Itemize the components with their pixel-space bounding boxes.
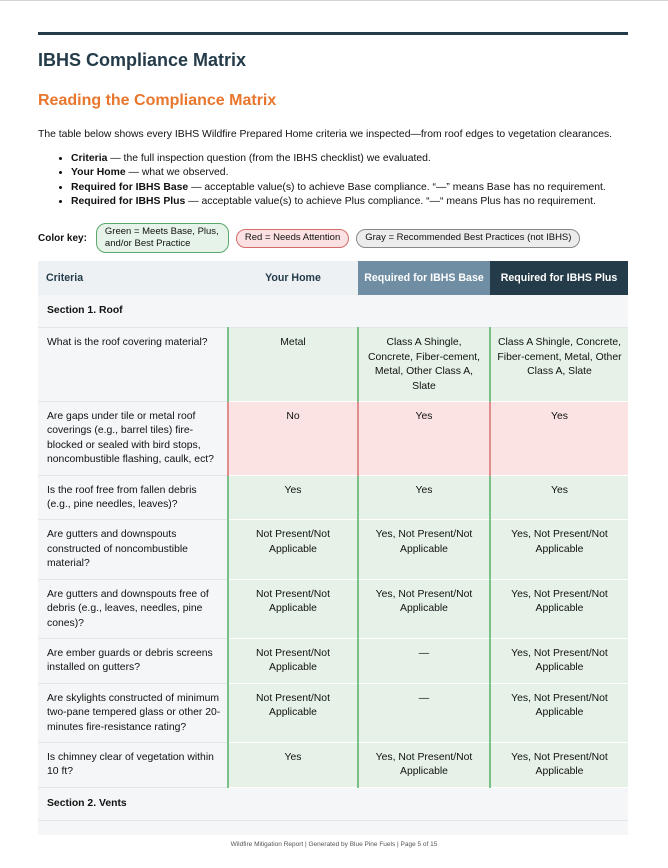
ibhs-plus-cell: Yes, Not Present/Not Applicable <box>490 638 628 683</box>
page-title: IBHS Compliance Matrix <box>38 50 247 70</box>
definition-item: • Criteria — the full inspection question (from the IBHS checklist) we evaluated. <box>71 152 606 166</box>
ibhs-plus-cell: Yes, Not Present/Not Applicable <box>490 520 628 579</box>
compliance-table <box>38 261 628 835</box>
table-row <box>38 683 628 742</box>
intro-text: The table below shows every IBHS Wildfire Prepared Home criteria we inspected—from roof edges to vegetation clearances. <box>38 129 613 140</box>
criteria-cell: Are ember guards or debris screens installed on gutters? <box>38 638 228 683</box>
section-title: Section 1. Roof <box>38 295 628 328</box>
color-key <box>38 223 587 253</box>
table-row <box>38 402 628 476</box>
ibhs-base-cell: Yes <box>358 402 490 476</box>
ibhs-base-cell: Yes, Not Present/Not Applicable <box>358 579 490 638</box>
your-home-cell: Yes <box>228 742 358 787</box>
table-row <box>38 328 628 402</box>
ibhs-base-cell: Yes, Not Present/Not Applicable <box>358 520 490 579</box>
table-row <box>38 579 628 638</box>
criteria-cell: Are gutters and downspouts free of debris (e.g., leaves, needles, pine cones)? <box>38 579 228 638</box>
ibhs-plus-cell: Yes, Not Present/Not Applicable <box>490 683 628 742</box>
ibhs-plus-cell: Yes, Not Present/Not Applicable <box>490 579 628 638</box>
section-subtitle: Reading the Compliance Matrix <box>38 92 277 109</box>
color-key-label: Color key: <box>38 232 87 244</box>
your-home-cell: Not Present/Not Applicable <box>228 520 358 579</box>
criteria-cell: Are gutters and downspouts constructed of noncombustible material? <box>38 520 228 579</box>
color-key-green-chip: Green = Meets Base, Plus, and/or Best Practice <box>96 223 229 253</box>
ibhs-base-cell: — <box>358 638 490 683</box>
your-home-cell: Not Present/Not Applicable <box>228 579 358 638</box>
page-top-border <box>0 0 668 1</box>
your-home-cell: Yes <box>228 475 358 520</box>
criteria-cell: Is chimney clear of vegetation within 10 ft? <box>38 742 228 787</box>
header-ibhs-base: Required for IBHS Base <box>358 261 490 295</box>
your-home-cell: Not Present/Not Applicable <box>228 638 358 683</box>
your-home-cell: Not Present/Not Applicable <box>228 683 358 742</box>
ibhs-plus-cell: Yes <box>490 475 628 520</box>
header-ibhs-plus: Required for IBHS Plus <box>490 261 628 295</box>
color-key-gray-chip: Gray = Recommended Best Practices (not IBHS) <box>356 229 580 248</box>
ibhs-plus-cell: Yes <box>490 402 628 476</box>
ibhs-plus-cell: Class A Shingle, Concrete, Fiber-cement, Metal, Other Class A, Slate <box>490 328 628 402</box>
section-title: Section 2. Vents <box>38 787 628 820</box>
definition-item: • Your Home — what we observed. <box>71 166 606 180</box>
ibhs-base-cell: — <box>358 683 490 742</box>
header-rule <box>38 32 628 35</box>
criteria-cell: Are skylights constructed of minimum two-pane tempered glass or other 20-minutes fire-resistance rating? <box>38 683 228 742</box>
table-row <box>38 475 628 520</box>
ibhs-base-cell: Class A Shingle, Concrete, Fiber-cement, Metal, Other Class A, Slate <box>358 328 490 402</box>
header-criteria: Criteria <box>38 261 228 295</box>
table-body <box>38 295 628 835</box>
ibhs-plus-cell: Yes, Not Present/Not Applicable <box>490 742 628 787</box>
color-key-red-chip: Red = Needs Attention <box>236 229 349 248</box>
table-row <box>38 742 628 787</box>
compliance-table-wrapper <box>38 261 628 835</box>
your-home-cell: Metal <box>228 328 358 402</box>
definition-item: • Required for IBHS Base — acceptable value(s) to achieve Base compliance. “—” means Base has no requirement. <box>71 181 606 195</box>
ibhs-base-cell: Yes <box>358 475 490 520</box>
definition-item: • Required for IBHS Plus — acceptable value(s) to achieve Plus compliance. “—“ means Plus has no requirement. <box>71 195 606 209</box>
section-row <box>38 787 628 820</box>
section-row <box>38 295 628 328</box>
your-home-cell: No <box>228 402 358 476</box>
definitions-list <box>38 152 606 209</box>
page-footer: Wildfire Mitigation Report | Generated by Blue Pine Fuels | Page 5 of 15 <box>230 841 438 848</box>
table-header-row <box>38 261 628 295</box>
criteria-cell: Are gaps under tile or metal roof coverings (e.g., barrel tiles) fire-blocked or sealed with bird stops, noncombustible flashing, caulk, ect? <box>38 402 228 476</box>
ibhs-base-cell: Yes, Not Present/Not Applicable <box>358 742 490 787</box>
table-row <box>38 638 628 683</box>
header-your-home: Your Home <box>228 261 358 295</box>
criteria-cell: What is the roof covering material? <box>38 328 228 402</box>
criteria-cell: Is the roof free from fallen debris (e.g., pine needles, leaves)? <box>38 475 228 520</box>
table-row <box>38 520 628 579</box>
table-row-continued <box>38 821 628 835</box>
